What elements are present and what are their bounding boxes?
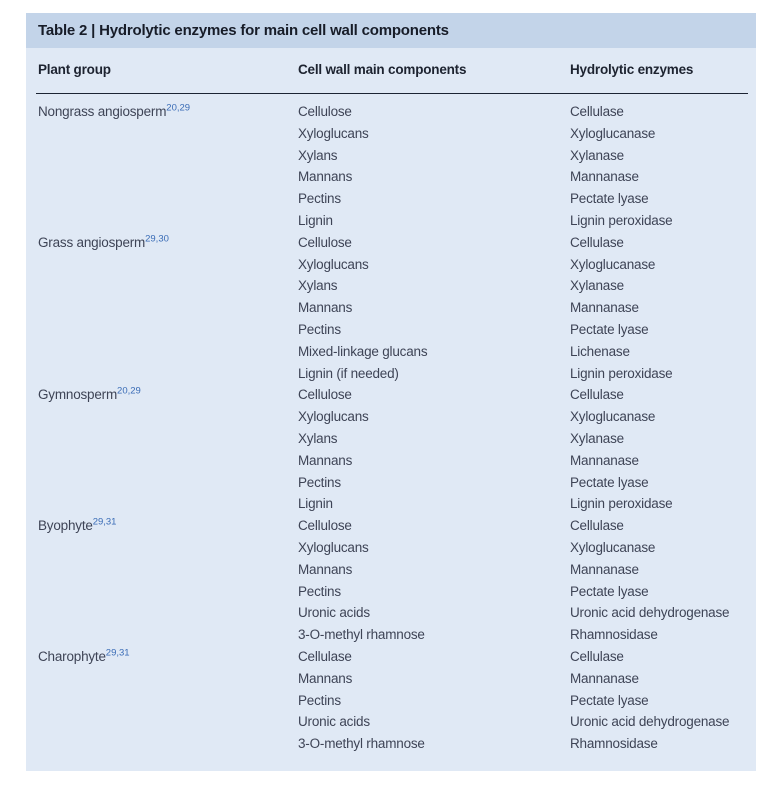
component-cell: Mannans [298, 300, 353, 316]
plant-group-cell [38, 690, 298, 712]
table-rows [26, 101, 756, 755]
plant-group-cell [38, 384, 298, 406]
plant-group-cell [38, 472, 298, 494]
table-row [26, 559, 756, 581]
plant-group-cell [38, 341, 298, 363]
enzyme-cell: Mannanase [570, 561, 639, 577]
table-row [26, 711, 756, 733]
reference-superscript[interactable]: 29,30 [145, 233, 169, 245]
component-cell: Mannans [298, 670, 353, 686]
component-cell: Xylans [298, 147, 338, 163]
table-row [26, 581, 756, 603]
plant-group-cell [38, 123, 298, 145]
plant-group-cell [38, 145, 298, 167]
plant-group-cell [38, 537, 298, 559]
column-header-row [26, 48, 756, 82]
component-cell: Mannans [298, 452, 353, 468]
enzyme-cell: Rhamnosidase [570, 736, 658, 752]
plant-group-cell [38, 406, 298, 428]
enzyme-cell: Lignin peroxidase [570, 365, 673, 381]
component-cell: 3-O-methyl rhamnose [298, 627, 425, 643]
plant-group-cell [38, 166, 298, 188]
table-row [26, 472, 756, 494]
enzyme-cell: Mannanase [570, 300, 639, 316]
enzyme-cell: Xyloglucanase [570, 125, 656, 141]
component-cell: Pectins [298, 583, 341, 599]
component-cell: Uronic acids [298, 714, 370, 730]
component-cell: Lignin [298, 496, 333, 512]
plant-group-cell [38, 297, 298, 319]
plant-group-cell [38, 515, 298, 537]
component-cell: Pectins [298, 692, 341, 708]
enzyme-cell: Xyloglucanase [570, 409, 656, 425]
component-cell: Uronic acids [298, 605, 370, 621]
table-row [26, 384, 756, 406]
table-title: Table 2 | Hydrolytic enzymes for main cell wall components [38, 22, 449, 39]
table-row [26, 450, 756, 472]
table-row [26, 537, 756, 559]
component-cell: Cellulase [298, 648, 352, 664]
enzyme-cell: Lichenase [570, 343, 630, 359]
table-row [26, 406, 756, 428]
component-cell: Xyloglucans [298, 125, 369, 141]
table-row [26, 624, 756, 646]
enzyme-cell: Cellulase [570, 104, 624, 119]
component-cell: Xyloglucans [298, 539, 369, 555]
enzyme-cell: Cellulase [570, 648, 624, 664]
table-row [26, 275, 756, 297]
table-row [26, 690, 756, 712]
table-row [26, 123, 756, 145]
enzyme-cell: Xylanase [570, 430, 624, 446]
table-row [26, 210, 756, 232]
table-row [26, 493, 756, 515]
table-row [26, 363, 756, 385]
enzyme-cell: Cellulase [570, 518, 624, 534]
enzyme-cell: Mannanase [570, 670, 639, 686]
reference-superscript[interactable]: 29,31 [92, 516, 117, 528]
table-row [26, 297, 756, 319]
plant-group-cell [38, 581, 298, 603]
component-cell: Pectins [298, 321, 341, 337]
component-cell: Cellulose [298, 518, 352, 534]
component-cell: Xyloglucans [298, 409, 369, 425]
table-row [26, 602, 756, 624]
component-cell: Cellulose [298, 104, 352, 119]
table-row [26, 428, 756, 450]
plant-group-cell [38, 319, 298, 341]
plant-group-name: Charophyte [38, 648, 106, 664]
table-row [26, 668, 756, 690]
plant-group-cell [38, 101, 298, 123]
reference-superscript[interactable]: 20,29 [166, 102, 191, 114]
enzyme-cell: Xylanase [570, 278, 624, 294]
enzyme-cell: Xyloglucanase [570, 539, 656, 555]
component-cell: Cellulose [298, 234, 352, 250]
plant-group-name: Grass angiosperm [38, 234, 146, 250]
plant-group-name: Byophyte [38, 518, 93, 534]
enzyme-cell: Mannanase [570, 452, 639, 468]
table-row [26, 254, 756, 276]
column-header-plant-group: Plant group [38, 62, 111, 77]
plant-group-cell [38, 493, 298, 515]
table-row [26, 166, 756, 188]
table-row [26, 341, 756, 363]
reference-superscript[interactable]: 29,31 [105, 647, 130, 659]
table-row [26, 101, 756, 123]
table-row [26, 145, 756, 167]
plant-group-cell [38, 624, 298, 646]
plant-group-cell [38, 210, 298, 232]
enzyme-cell: Pectate lyase [570, 692, 649, 708]
component-cell: Xylans [298, 278, 338, 294]
enzyme-cell: Lignin peroxidase [570, 212, 673, 228]
enzyme-cell: Xyloglucanase [570, 256, 656, 272]
component-cell: Xyloglucans [298, 256, 369, 272]
enzyme-cell: Lignin peroxidase [570, 496, 673, 512]
component-cell: Mixed-linkage glucans [298, 343, 428, 359]
table-row [26, 733, 756, 755]
column-header-enzymes: Hydrolytic enzymes [570, 62, 694, 77]
component-cell: Lignin [298, 212, 333, 228]
enzyme-cell: Rhamnosidase [570, 627, 658, 643]
plant-group-cell [38, 275, 298, 297]
table-title-band [26, 13, 756, 48]
component-cell: Xylans [298, 430, 338, 446]
plant-group-cell [38, 363, 298, 385]
table-row [26, 319, 756, 341]
enzyme-cell: Pectate lyase [570, 321, 649, 337]
enzyme-cell: Uronic acid dehydrogenase [570, 714, 730, 730]
plant-group-cell [38, 188, 298, 210]
component-cell: Pectins [298, 474, 341, 490]
table-row [26, 188, 756, 210]
component-cell: Lignin (if needed) [298, 365, 399, 381]
enzyme-cell: Pectate lyase [570, 474, 649, 490]
header-rule [36, 93, 748, 94]
plant-group-cell [38, 668, 298, 690]
component-cell: Mannans [298, 169, 353, 185]
table-row [26, 232, 756, 254]
enzyme-cell: Cellulase [570, 387, 624, 403]
plant-group-cell [38, 711, 298, 733]
component-cell: Mannans [298, 561, 353, 577]
plant-group-name: Nongrass angiosperm [38, 104, 167, 119]
plant-group-cell [38, 559, 298, 581]
table-body [26, 48, 756, 771]
enzyme-cell: Uronic acid dehydrogenase [570, 605, 730, 621]
enzyme-cell: Xylanase [570, 147, 624, 163]
plant-group-cell [38, 733, 298, 755]
component-cell: 3-O-methyl rhamnose [298, 736, 425, 752]
plant-group-cell [38, 254, 298, 276]
plant-group-cell [38, 232, 298, 254]
plant-group-cell [38, 646, 298, 668]
enzyme-cell: Pectate lyase [570, 191, 649, 207]
plant-group-cell [38, 602, 298, 624]
table-row [26, 646, 756, 668]
plant-group-cell [38, 428, 298, 450]
plant-group-cell [38, 450, 298, 472]
plant-group-name: Gymnosperm [38, 387, 118, 403]
enzyme-cell: Pectate lyase [570, 583, 649, 599]
reference-superscript[interactable]: 20,29 [117, 385, 141, 397]
enzyme-cell: Mannanase [570, 169, 639, 185]
enzyme-cell: Cellulase [570, 234, 624, 250]
component-cell: Pectins [298, 191, 341, 207]
table-row [26, 515, 756, 537]
table-card [26, 13, 756, 771]
column-header-components: Cell wall main components [298, 62, 467, 77]
component-cell: Cellulose [298, 387, 352, 403]
